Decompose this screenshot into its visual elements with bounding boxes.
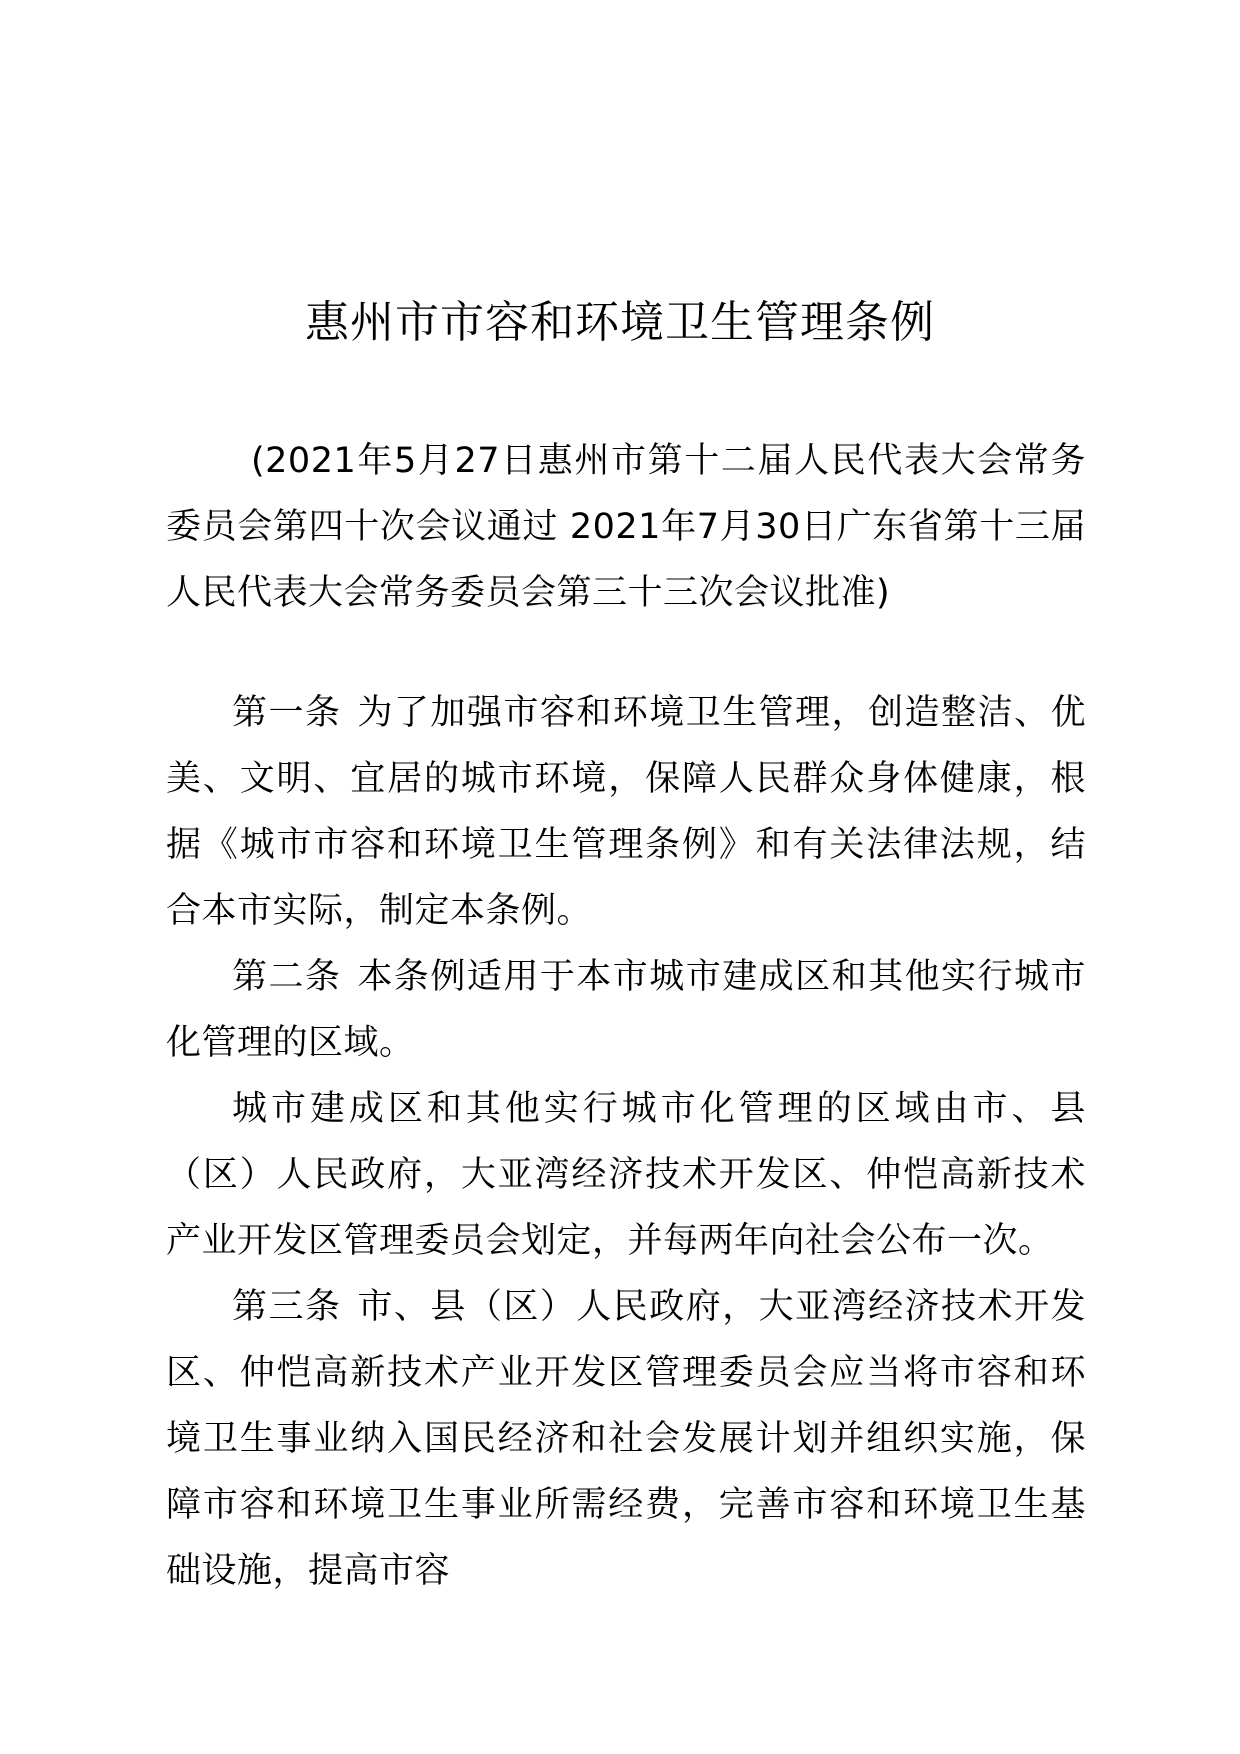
article-1-paragraph xyxy=(166,680,1086,944)
article-text: 城市建成区和其他实行城市化管理的区域由市、县（区）人民政府，大亚湾经济技术开发区、仲恺高新技术产业开发区管理委员会划定，并每两年向社会公布一次。 xyxy=(166,1089,1086,1261)
article-number: 第三条 xyxy=(232,1287,342,1327)
article-2-subparagraph xyxy=(166,1076,1086,1274)
article-number: 第一条 xyxy=(232,693,342,733)
article-2-paragraph xyxy=(166,944,1086,1076)
article-text: 本条例适用于本市城市建成区和其他实行城市化管理的区域。 xyxy=(166,957,1086,1063)
article-3-paragraph xyxy=(166,1274,1086,1604)
article-number: 第二条 xyxy=(232,957,342,997)
articles-body xyxy=(166,680,1086,1604)
document-title: 惠州市市容和环境卫生管理条例 xyxy=(305,297,935,348)
adoption-note: (2021年5月27日惠州市第十二届人民代表大会常务委员会第四十次会议通过 2021年7月30日广东省第十三届人民代表大会常务委员会第三十三次会议批准) xyxy=(166,441,1086,613)
article-text: 为了加强市容和环境卫生管理，创造整洁、优美、文明、宜居的城市环境，保障人民群众身体健康，根据《城市市容和环境卫生管理条例》和有关法律法规，结合本市实际，制定本条例。 xyxy=(166,693,1086,931)
article-text: 市、县（区）人民政府，大亚湾经济技术开发区、仲恺高新技术产业开发区管理委员会应当将市容和环境卫生事业纳入国民经济和社会发展计划并组织实施，保障市容和环境卫生事业所需经费，完善市容和环境卫生基础设施，提高市容 xyxy=(166,1287,1086,1591)
